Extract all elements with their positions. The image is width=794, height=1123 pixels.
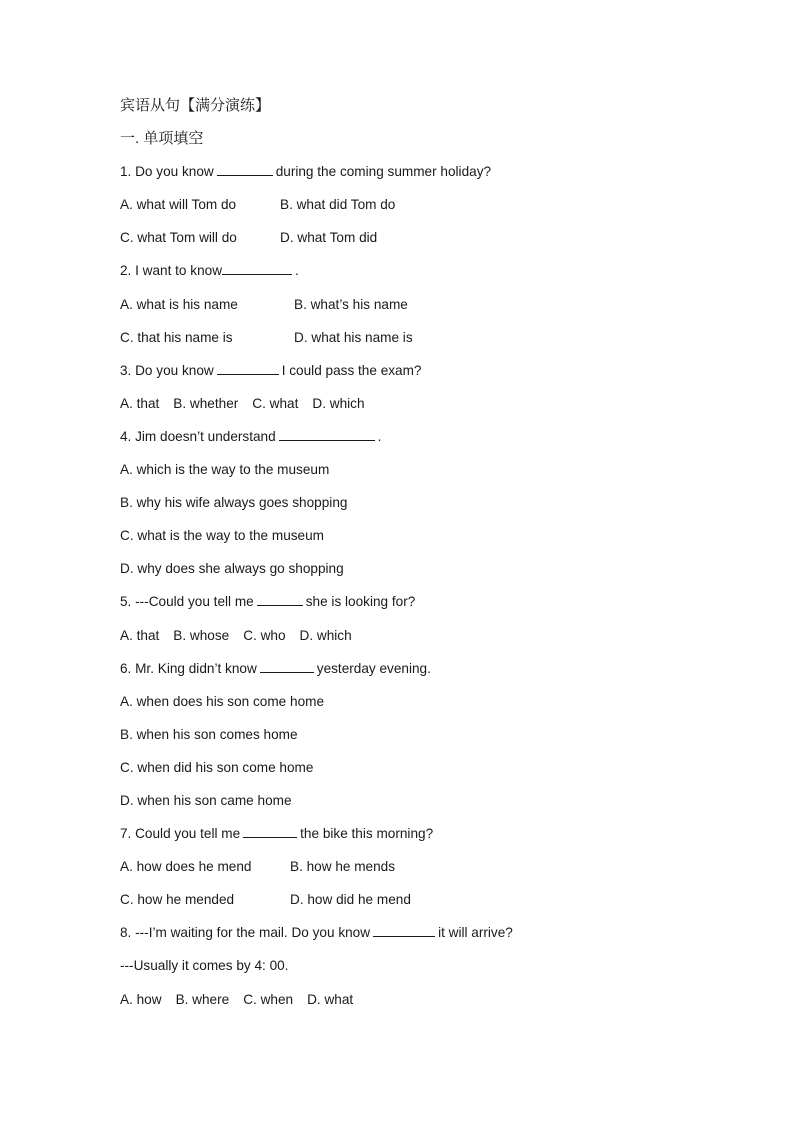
question-2-options-row-2 <box>120 327 720 360</box>
question-8-options <box>120 989 720 1022</box>
question-4-text-end: . <box>377 428 382 444</box>
answer-blank <box>243 823 297 838</box>
answer-blank <box>260 658 314 673</box>
option-a: A. that <box>120 627 160 643</box>
question-7 <box>120 823 720 856</box>
option-d: D. what <box>307 991 354 1007</box>
question-5-text: 5. ---Could you tell me <box>120 594 254 610</box>
question-2-text-end: . <box>295 263 299 279</box>
question-3-options <box>120 393 720 426</box>
question-8-text: 8. ---I’m waiting for the mail. Do you know <box>120 925 371 941</box>
question-1-text-end: during the coming summer holiday? <box>275 164 492 180</box>
question-5-options <box>120 625 720 658</box>
section-heading: 一. 单项填空 <box>120 130 204 148</box>
option-d: D. which <box>312 395 365 411</box>
question-6-option-d: D. when his son came home <box>120 792 292 808</box>
question-4-option-d: D. why does she always go shopping <box>120 561 344 577</box>
document-title: 宾语从句【满分演练】 <box>120 97 271 114</box>
question-4-option-a: A. which is the way to the museum <box>120 462 330 478</box>
option-b: B. whose <box>173 627 230 643</box>
answer-blank <box>222 260 292 275</box>
question-6-text-end: yesterday evening. <box>316 660 431 676</box>
option-c: C. what <box>252 395 299 411</box>
question-4 <box>120 426 720 459</box>
question-8 <box>120 922 720 955</box>
option-a: A. what will Tom do <box>120 197 237 213</box>
option-a: A. how <box>120 991 162 1007</box>
answer-blank <box>373 922 435 937</box>
option-b: B. what did Tom do <box>280 197 396 213</box>
question-7-options-row-2 <box>120 889 720 922</box>
option-c: C. how he mended <box>120 892 235 908</box>
question-3-text: 3. Do you know <box>120 362 214 378</box>
option-c: C. when <box>243 991 294 1007</box>
question-6-text: 6. Mr. King didn’t know <box>120 660 257 676</box>
answer-blank <box>217 161 273 176</box>
question-2-text: 2. I want to know <box>120 263 223 279</box>
option-c: C. who <box>243 627 286 643</box>
question-8-text-end: it will arrive? <box>438 925 513 941</box>
question-7-text-end: the bike this morning? <box>300 826 434 842</box>
option-a: A. that <box>120 395 160 411</box>
option-d: D. which <box>299 627 352 643</box>
question-4-option-c: C. what is the way to the museum <box>120 528 324 544</box>
question-2-options-row-1 <box>120 294 720 327</box>
question-7-options-row-1 <box>120 856 720 889</box>
option-c: C. that his name is <box>120 329 233 345</box>
question-8-reply: ---Usually it comes by 4: 00. <box>120 958 289 974</box>
answer-blank <box>217 360 279 375</box>
answer-blank <box>279 426 375 441</box>
option-d: D. what his name is <box>294 329 413 345</box>
question-1 <box>120 161 720 194</box>
question-2 <box>120 260 720 293</box>
option-b: B. how he mends <box>290 859 396 875</box>
option-a: A. what is his name <box>120 296 238 312</box>
option-d: D. what Tom did <box>280 230 378 246</box>
option-b: B. what’s his name <box>294 296 408 312</box>
question-7-text: 7. Could you tell me <box>120 826 241 842</box>
question-5-text-end: she is looking for? <box>305 594 416 610</box>
option-c: C. what Tom will do <box>120 230 237 246</box>
question-4-option-b: B. why his wife always goes shopping <box>120 495 348 511</box>
question-1-options-row-2 <box>120 227 720 260</box>
option-b: B. whether <box>173 395 239 411</box>
option-d: D. how did he mend <box>290 892 411 908</box>
answer-blank <box>257 591 303 606</box>
question-1-options-row-1 <box>120 194 720 227</box>
question-6-option-b: B. when his son comes home <box>120 726 298 742</box>
question-6 <box>120 658 720 691</box>
option-a: A. how does he mend <box>120 859 252 875</box>
question-1-text: 1. Do you know <box>120 164 214 180</box>
question-3 <box>120 360 720 393</box>
question-3-text-end: I could pass the exam? <box>281 362 422 378</box>
question-6-option-a: A. when does his son come home <box>120 693 325 709</box>
option-b: B. where <box>175 991 230 1007</box>
exercise-content <box>120 95 720 1022</box>
question-5 <box>120 591 720 624</box>
question-4-text: 4. Jim doesn’t understand <box>120 428 276 444</box>
question-6-option-c: C. when did his son come home <box>120 759 314 775</box>
